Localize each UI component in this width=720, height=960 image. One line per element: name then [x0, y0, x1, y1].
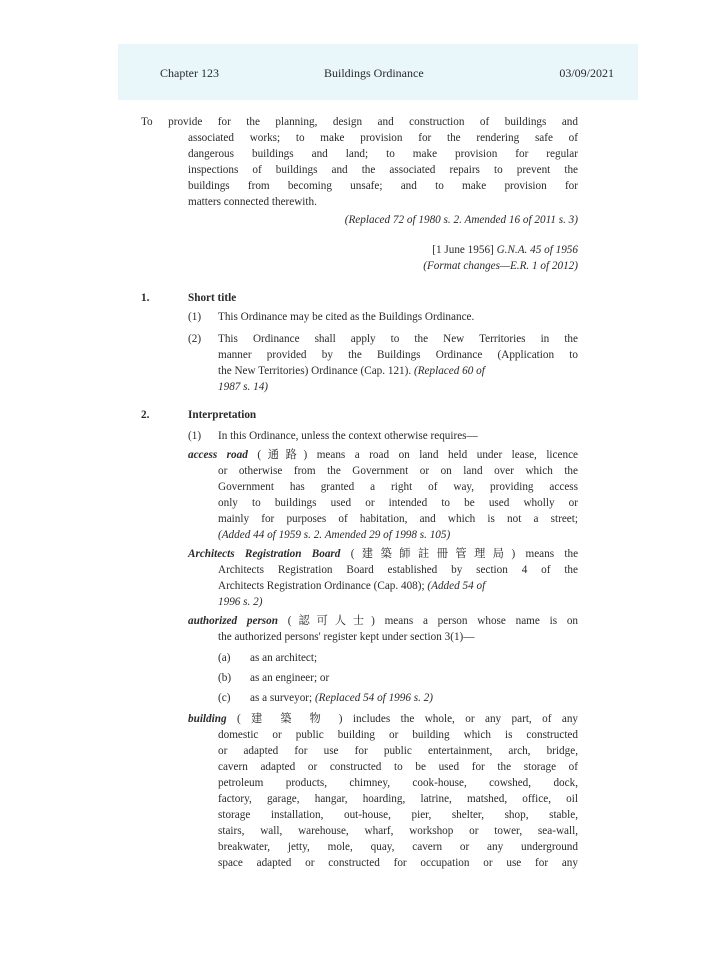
paragraph-text: as an engineer; or	[250, 672, 330, 684]
chapter-number: Chapter 123	[160, 66, 219, 80]
definition-text: means a person whose name is on	[384, 615, 579, 627]
paragraph-text: as an architect;	[250, 652, 318, 664]
preamble-line: inspections of buildings and the associated repairs to prevent the	[188, 164, 578, 176]
format-change-note: (Format changes—E.R. 1 of 2012)	[423, 260, 578, 272]
section-heading: Interpretation	[188, 409, 257, 421]
amendment-note: (Replaced 72 of 1980 s. 2. Amended 16 of 2011 s. 3)	[344, 214, 578, 226]
definition-text: storage installation, out-house, pier, shelter, shop, stable,	[218, 809, 578, 821]
definition-text: domestic or public building or building which is constructed	[218, 729, 578, 741]
amendment-note: (Replaced 60 of	[413, 365, 485, 377]
definition-text: Government has granted a right of way, providing access	[218, 481, 578, 493]
definition-text: means a road on land held under lease, licence	[316, 449, 578, 461]
definition-text: Architects Registration Ordinance (Cap. 408); (Added 54 of	[218, 580, 486, 592]
definition-text: breakwater, jetty, mole, quay, cavern or any underground	[218, 841, 578, 853]
definition-text: or adapted for use for public entertainment, arch, bridge,	[218, 745, 578, 757]
preamble-line: matters connected therewith.	[188, 196, 317, 208]
subsection-text: This Ordinance shall apply to the New Territories in the	[218, 333, 578, 345]
paragraph-label: (a)	[218, 652, 231, 664]
preamble-line: associated works; to make provision for the rendering safe of	[188, 132, 578, 144]
paragraph-label: (b)	[218, 672, 232, 684]
chinese-term: (通路)	[257, 449, 308, 461]
definition-text: the authorized persons' register kept under section 3(1)—	[218, 631, 475, 643]
definition-text: factory, garage, hangar, hoarding, latrine, matshed, office, oil	[218, 793, 578, 805]
paragraph-text: as a surveyor;	[250, 692, 313, 704]
amendment-note: (Replaced 54 of 1996 s. 2)	[314, 692, 434, 704]
definition-text: includes the whole, or any part, of any	[352, 713, 579, 725]
definition-text: petroleum products, chimney, cook-house, cowshed, dock,	[218, 777, 578, 789]
paragraph-label: (c)	[218, 692, 231, 704]
ordinance-title: Buildings Ordinance	[324, 66, 424, 80]
preamble-line: To provide for the planning, design and construction of buildings and	[141, 116, 578, 128]
preamble-line: dangerous buildings and land; to make provision for regular	[188, 148, 578, 160]
chinese-term: ( 建 築 物 )	[236, 713, 343, 725]
subsection-text: manner provided by the Buildings Ordinance (Application to	[218, 349, 578, 361]
section-heading: Short title	[188, 292, 237, 304]
defined-term: Architects Registration Board	[188, 548, 341, 560]
definition-text: mainly for purposes of habitation, and which is not a street;	[218, 513, 578, 525]
section-number: 2.	[141, 409, 150, 421]
chinese-term: (認可人士)	[287, 615, 375, 627]
definition-text: cavern adapted or constructed to be used for the storage of	[218, 761, 578, 773]
subsection-text: the New Territories) Ordinance (Cap. 121). (Replaced 60 of	[218, 365, 485, 377]
commencement-date: [1 June 1956]	[432, 244, 494, 256]
version-date: 03/09/2021	[559, 66, 614, 80]
defined-term: authorized person	[188, 615, 278, 627]
chinese-term: (建築師註冊管理局)	[350, 548, 516, 560]
subsection-text: In this Ordinance, unless the context otherwise requires—	[218, 430, 478, 442]
amendment-note: 1996 s. 2)	[218, 596, 263, 608]
commencement-line	[432, 242, 578, 258]
definition-text: only to buildings used or intended to be used wholly or	[218, 497, 578, 509]
definition-text: or otherwise from the Government or on land over which the	[218, 465, 578, 477]
page-header	[118, 44, 638, 100]
subsection-number: (1)	[188, 430, 202, 442]
preamble-line: buildings from becoming unsafe; and to make provision for	[188, 180, 578, 192]
definition-text: means the	[525, 548, 579, 560]
defined-term: building	[188, 713, 227, 725]
gazette-notice: G.N.A. 45 of 1956	[496, 244, 578, 256]
amendment-note: (Added 44 of 1959 s. 2. Amended 29 of 1998 s. 105)	[218, 529, 451, 541]
subsection-number: (2)	[188, 333, 202, 345]
defined-term: access road	[188, 449, 248, 461]
definition-text: stairs, wall, warehouse, wharf, workshop or tower, sea-wall,	[218, 825, 578, 837]
section-number: 1.	[141, 292, 150, 304]
definition-text: Architects Registration Board established by section 4 of the	[218, 564, 578, 576]
definition-text: space adapted or constructed for occupation or use for any	[218, 857, 578, 869]
amendment-note: (Added 54 of	[427, 580, 486, 592]
subsection-number: (1)	[188, 311, 202, 323]
amendment-note: 1987 s. 14)	[218, 381, 269, 393]
subsection-text: This Ordinance may be cited as the Buildings Ordinance.	[218, 311, 475, 323]
